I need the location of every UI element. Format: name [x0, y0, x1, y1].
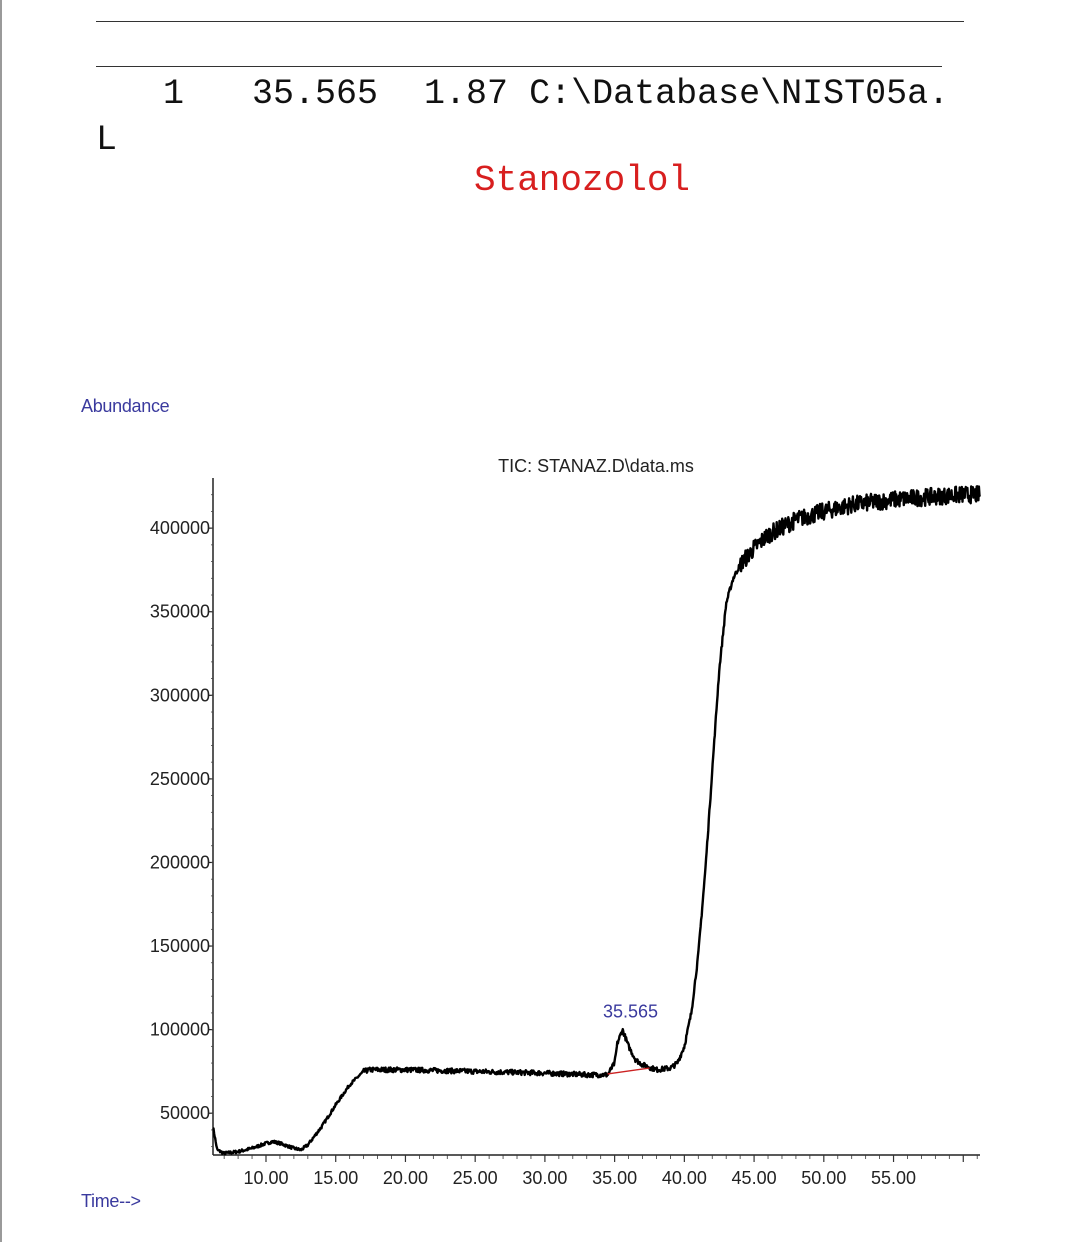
library-path: C:\Database\NIST05a. [529, 74, 950, 114]
retention-time: 35.565 [252, 74, 379, 114]
x-tick-label: 35.00 [592, 1168, 638, 1188]
x-tick-label: 15.00 [313, 1168, 359, 1188]
peak-baseline [608, 1068, 650, 1074]
y-tick-label: 250000 [149, 768, 210, 789]
compound-name: Stanozolol [474, 160, 691, 201]
x-tick-label: 10.00 [243, 1168, 289, 1188]
y-axis-ticks [150, 495, 213, 1147]
y-tick-label: 350000 [149, 601, 210, 622]
x-tick-label: 50.00 [801, 1168, 847, 1188]
y-tick-label: 150000 [149, 936, 210, 957]
x-tick-label: 40.00 [661, 1168, 707, 1188]
y-tick-label: 50000 [159, 1103, 210, 1124]
y-tick-label: 400000 [149, 518, 210, 539]
y-tick-label: 200000 [149, 852, 210, 873]
x-tick-label: 30.00 [522, 1168, 568, 1188]
chart-title: TIC: STANAZ.D\data.ms [498, 456, 694, 476]
library-path-wrap: L [96, 120, 118, 160]
x-axis-label: Time--> [81, 1191, 141, 1211]
x-tick-label: 20.00 [382, 1168, 428, 1188]
x-tick-label: 55.00 [871, 1168, 917, 1188]
x-axis-ticks [224, 1155, 977, 1188]
y-tick-label: 100000 [149, 1019, 210, 1040]
area-percent: 1.87 [424, 74, 509, 114]
y-tick-label: 300000 [149, 685, 210, 706]
tic-trace [213, 486, 980, 1154]
x-tick-label: 45.00 [731, 1168, 777, 1188]
x-tick-label: 25.00 [452, 1168, 498, 1188]
peak-number: 1 [163, 74, 185, 114]
y-axis-label: Abundance [81, 396, 170, 416]
peak-label: 35.565 [602, 1001, 659, 1022]
